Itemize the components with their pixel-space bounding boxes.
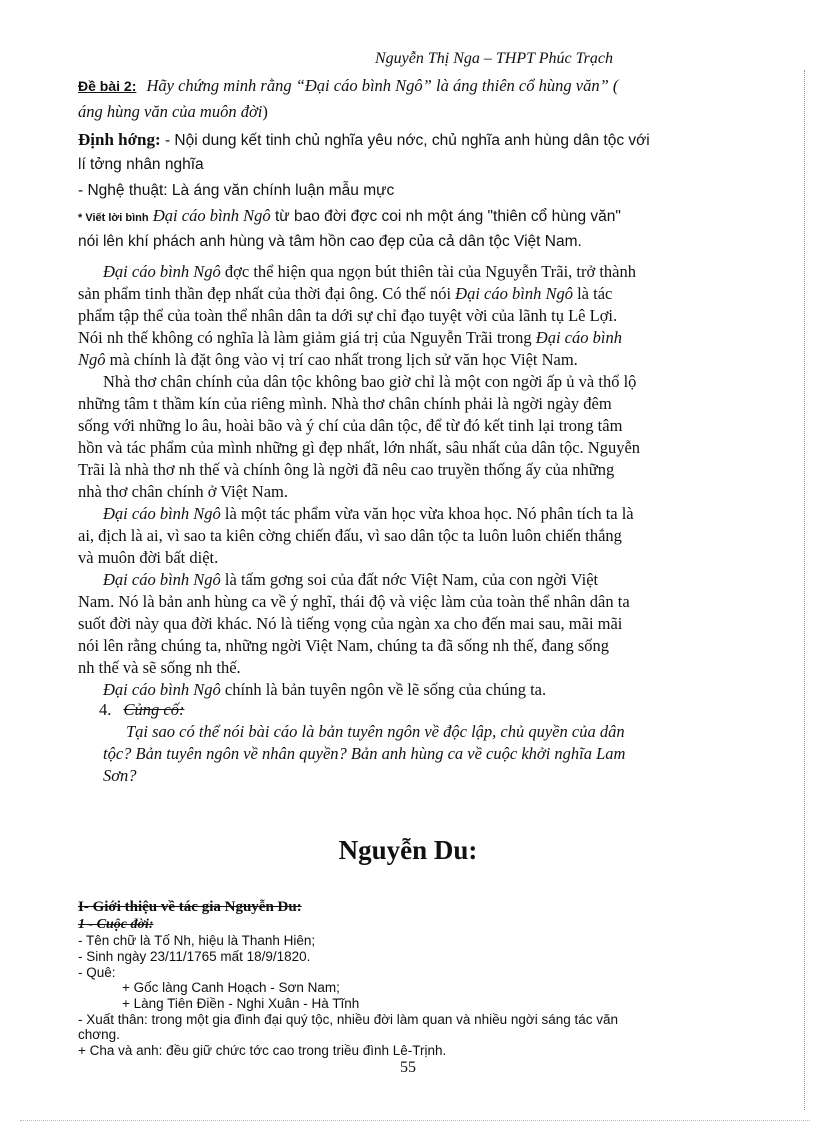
- p2-line-1: Nhà thơ chân chính của dân tộc không bao giờ chỉ là một con ngời ấp ủ và thổ lộ: [103, 372, 637, 391]
- direction-text-1: - Nội dung kết tinh chủ nghĩa yêu nớc, chủ nghĩa anh hùng dân tộc với: [160, 132, 650, 149]
- p2-line-3: sống với những lo âu, hoài bão và ý chí của dân tộc, để từ đó kết tinh lại trong tâm: [78, 416, 623, 435]
- p1-line-5: [78, 350, 578, 370]
- bio-line-5: + Làng Tiên Điền - Nghi Xuân - Hà Tĩnh: [122, 996, 360, 1011]
- page-border-bottom: [20, 1120, 810, 1121]
- work-title: Đại cáo bình Ngô: [103, 262, 221, 281]
- p3-line-2: ai, địch là ai, vì sao ta kiên cờng chiến đấu, vì sao dân tộc ta luôn luôn chiến thắng: [78, 526, 622, 545]
- write-label: * Viết lời bình: [78, 212, 149, 224]
- p4-line-5: nh thế và sẽ sống nh thế.: [78, 658, 241, 677]
- consolidate-heading: [99, 700, 184, 720]
- bio-heading: [78, 900, 302, 915]
- p3-line-1: [103, 504, 634, 524]
- consolidate-number: 4.: [99, 700, 112, 719]
- bio-line-6: - Xuất thân: trong một gia đình đại quý tộc, nhiều đời làm quan và nhiều ngời sáng tác văn: [78, 1012, 619, 1027]
- direction-line-2: lí tởng nhân nghĩa: [78, 156, 204, 173]
- p1-text-2b: là tác: [572, 284, 613, 303]
- work-title: Đại cáo bình: [535, 328, 622, 347]
- consolidate-question-2: tộc? Bản tuyên ngôn về nhân quyền? Bản anh hùng ca về cuộc khởi nghĩa Lam: [103, 744, 626, 763]
- p1-line-3: phẩm tập thể của toàn thể nhân dân ta dới sự chỉ đạo tuyệt vời của lãnh tụ Lê Lợi.: [78, 306, 618, 325]
- p3-text-1: là một tác phẩm vừa văn học vừa khoa học. Nó phân tích ta là: [220, 504, 634, 523]
- write-work-title: Đại cáo bình Ngô: [152, 206, 271, 225]
- p2-line-5: Trãi là nhà thơ nh thế và chính ông là ngời đã nêu cao truyền thống ấy của những: [78, 460, 615, 479]
- p4-line-1: [103, 570, 598, 590]
- page-border-right: [804, 70, 805, 1110]
- bio-line-3: - Quê:: [78, 965, 116, 980]
- consolidate-question-1: Tại sao có thể nói bài cáo là bản tuyên ngôn về độc lập, chủ quyền của dân: [126, 722, 625, 741]
- bio-subheading-text: 1 - Cuộc đời:: [78, 917, 154, 932]
- page-header: Nguyễn Thị Nga – THPT Phúc Trạch: [375, 50, 613, 67]
- page-number: 55: [400, 1059, 416, 1076]
- topic-line-2: [78, 102, 268, 122]
- p1-line-4: [78, 328, 622, 348]
- p4-line-2: Nam. Nó là bản anh hùng ca về ý nghĩ, thái độ và việc làm của toàn thể nhân dân ta: [78, 592, 630, 611]
- bio-subheading: [78, 917, 154, 932]
- bio-heading-text: I- Giới thiệu về tác gia Nguyễn Du:: [78, 899, 302, 915]
- topic-text: Hãy chứng minh rằng “Đại cáo bình Ngô” là áng thiên cổ hùng văn” (: [146, 76, 619, 95]
- section-title: Nguyễn Du:: [338, 835, 478, 865]
- p1-text-5: mà chính là đặt ông vào vị trí cao nhất trong lịch sử văn học Việt Nam.: [105, 350, 578, 369]
- write-text-1: từ bao đời đợc coi nh một áng "thiên cổ hùng văn": [270, 208, 621, 225]
- work-title: Đại cáo bình Ngô: [103, 504, 221, 523]
- direction-label: Định hớng:: [78, 130, 161, 149]
- topic-text-cont: áng hùng văn của muôn đời: [78, 102, 263, 121]
- p1-line-2: [78, 284, 612, 304]
- write-line-2: nói lên khí phách anh hùng và tâm hồn cao đẹp của cả dân tộc Việt Nam.: [78, 233, 582, 250]
- consolidate-label: Củng cố:: [123, 700, 185, 719]
- direction-line-3: - Nghệ thuật: Là áng văn chính luận mẫu mực: [78, 182, 395, 199]
- topic-text-end: ): [262, 102, 268, 121]
- bio-line-4: + Gốc làng Canh Hoạch - Sơn Nam;: [122, 980, 340, 995]
- topic-line-1: [78, 76, 618, 96]
- work-title: Ngô: [78, 350, 106, 369]
- bio-line-2: - Sinh ngày 23/11/1765 mất 18/9/1820.: [78, 949, 311, 964]
- p1-text-1: đợc thể hiện qua ngọn bút thiên tài của Nguyễn Trãi, trở thành: [220, 262, 637, 281]
- work-title: Đại cáo bình Ngô: [103, 680, 221, 699]
- p4-line-4: nói lên rằng chúng ta, những ngời Việt Nam, chúng ta đã sống nh thế, đang sống: [78, 636, 609, 655]
- p2-line-6: nhà thơ chân chính ở Việt Nam.: [78, 482, 288, 501]
- work-title: Đại cáo bình Ngô: [455, 284, 573, 303]
- p1-text-2a: sản phẩm tinh thần đẹp nhất của thời đại ông. Có thể nói: [78, 284, 456, 303]
- p4-line-3: suốt đời này qua đời khác. Nó là tiếng vọng của ngàn xa cho đến mai sau, mãi mãi: [78, 614, 623, 633]
- write-line-1: [78, 206, 621, 228]
- p5-line: [103, 680, 546, 700]
- p4-text-1: là tấm gơng soi của đất nớc Việt Nam, của con ngời Việt: [220, 570, 599, 589]
- p1-line-1: [103, 262, 636, 282]
- direction-line-1: [78, 130, 650, 151]
- bio-line-7: chơng.: [78, 1027, 120, 1042]
- topic-label: Đề bài 2:: [78, 78, 137, 94]
- work-title: Đại cáo bình Ngô: [103, 570, 221, 589]
- p2-line-2: những tâm t thầm kín của riêng mình. Nhà thơ chân chính phải là ngời ngày đêm: [78, 394, 612, 413]
- bio-line-1: - Tên chữ là Tố Nh, hiệu là Thanh Hiên;: [78, 933, 316, 948]
- bio-line-8: + Cha và anh: đều giữ chức tớc cao trong triều đình Lê-Trịnh.: [78, 1043, 447, 1058]
- p5-text: chính là bản tuyên ngôn về lẽ sống của chúng ta.: [220, 680, 547, 699]
- p1-text-4a: Nói nh thế không có nghĩa là làm giảm giá trị của Nguyễn Trãi trong: [78, 328, 536, 347]
- consolidate-question-3: Sơn?: [103, 766, 137, 785]
- p3-line-3: và muôn đời bất diệt.: [78, 548, 219, 567]
- p2-line-4: hồn và tác phẩm của mình những gì đẹp nhất, lớn nhất, sâu nhất của dân tộc. Nguyễn: [78, 438, 641, 457]
